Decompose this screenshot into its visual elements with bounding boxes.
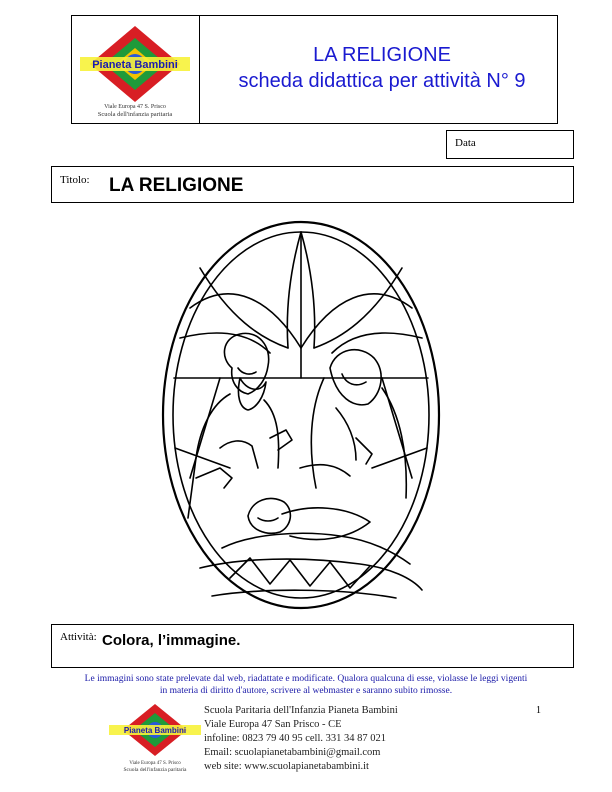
svg-text:Viale Europa 47 S. Prisco: Viale Europa 47 S. Prisco [104, 104, 166, 110]
date-label: Data [455, 137, 476, 149]
svg-text:Pianeta Bambini: Pianeta Bambini [123, 726, 187, 735]
title-label: Titolo: [60, 174, 90, 186]
footer-school: Scuola Paritaria dell'Infanzia Pianeta Bambini [204, 705, 398, 716]
title-field [51, 166, 574, 203]
activity-value: Colora, l’immagine. [102, 632, 241, 649]
footer-logo [99, 702, 211, 772]
activity-field [51, 624, 574, 668]
nativity-coloring-image [160, 218, 442, 612]
footer-address: Viale Europa 47 San Prisco - CE [204, 719, 342, 730]
title-value: LA RELIGIONE [109, 175, 244, 196]
disclaimer-line2: in materia di diritto d'autore, scrivere al webmaster e saranno subito rimosse. [159, 686, 453, 696]
page-title-line2: scheda didattica per attività N° 9 [238, 70, 526, 92]
footer-email[interactable]: Email: scuolapianetabambini@gmail.com [204, 747, 381, 758]
page-title [212, 42, 552, 94]
date-field[interactable] [446, 130, 574, 159]
svg-text:Pianeta Bambini: Pianeta Bambini [92, 59, 178, 71]
activity-label: Attività: [60, 631, 97, 643]
disclaimer-line1: Le immagini sono state prelevate dal web, riadattate e modificate. Qualora qualcuna di esse, violasse le leggi vigenti [84, 674, 528, 684]
copyright-disclaimer [30, 673, 582, 697]
header-divider [199, 16, 200, 123]
school-logo [76, 24, 194, 120]
page-title-line1: LA RELIGIONE [313, 44, 451, 66]
footer-website[interactable]: web site: www.scuolapianetabambini.it [204, 761, 369, 772]
svg-text:Viale Europa 47 S. Prisco: Viale Europa 47 S. Prisco [129, 761, 181, 766]
footer-phone: infoline: 0823 79 40 95 cell. 331 34 87 021 [204, 733, 386, 744]
footer-contact-info [204, 704, 398, 774]
page-number: 1 [536, 705, 541, 716]
svg-text:Scuola dell'infanzia paritaria: Scuola dell'infanzia paritaria [97, 111, 173, 118]
svg-text:Scuola dell'infanzia paritaria: Scuola dell'infanzia paritaria [123, 767, 187, 772]
header-box [71, 15, 558, 124]
